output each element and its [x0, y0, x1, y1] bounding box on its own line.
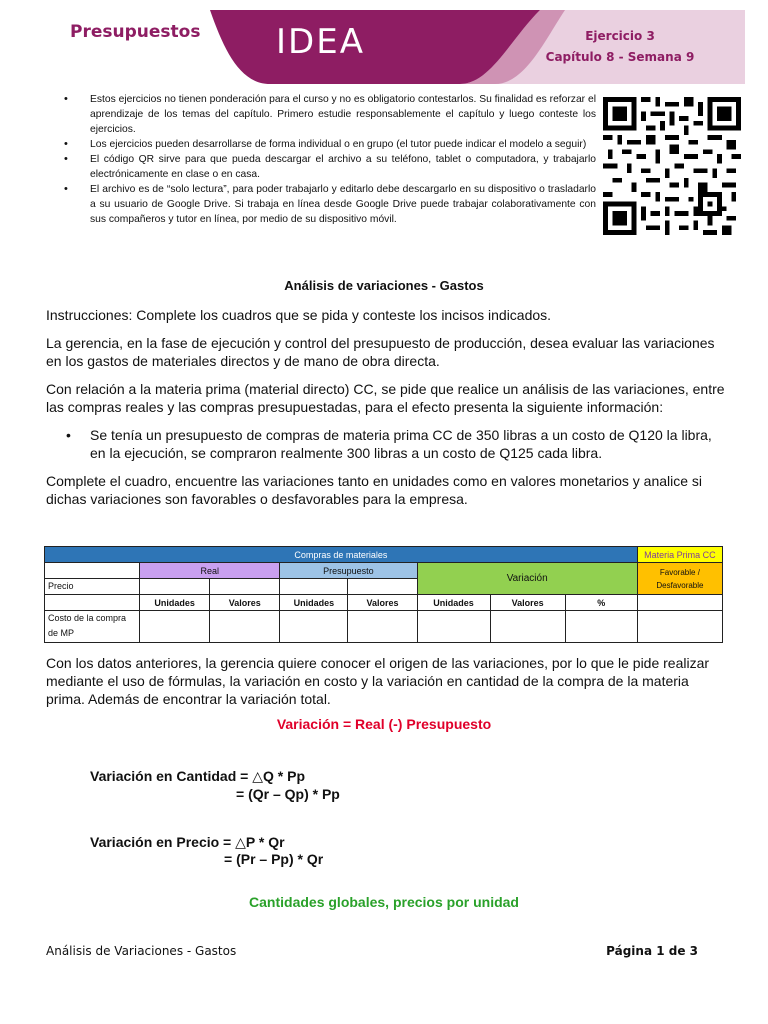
precio-formula-line2: = (Pr – Pp) * Qr [224, 851, 324, 867]
presupuesto-header: Presupuesto [280, 563, 417, 579]
variacion-formula: Variación = Real (-) Presupuesto [276, 716, 492, 732]
footer-document-title: Análisis de Variaciones - Gastos [46, 944, 237, 958]
row-label-costo-compra: Costo de la compra de MP [45, 611, 140, 643]
column-header: Unidades [280, 595, 348, 611]
materia-prima-label: Materia Prima CC [637, 547, 722, 563]
header-title: Presupuestos [70, 22, 201, 42]
column-header: Valores [490, 595, 565, 611]
favorable-header: Favorable / Desfavorable [637, 563, 722, 595]
section-title: Análisis de variaciones - Gastos [284, 278, 484, 293]
bullet-dot: • [66, 427, 71, 443]
purchases-variance-table [44, 546, 723, 643]
footer-page-number: Página 1 de 3 [606, 944, 698, 958]
list-item: • El archivo es de “solo lectura”, para poder trabajarlo y editarlo debe descargarlo en su dispositivo o trasladarlo a su usuario de Google Drive. Si trabaja en línea desde Google Drive puede trabajar colaborativamente con sus compañeros y tutor en línea, por medio de su dispositivo móvil. [64, 182, 596, 227]
table-cell[interactable] [417, 611, 490, 643]
list-item: • Estos ejercicios no tienen ponderación para el curso y no es obligatorio contestarlos. Su finalidad es reforzar el aprendizaje de los temas del capítulo. Primero estudie responsablemente el capítulo y luego conteste los ejercicios. [64, 92, 596, 137]
budget-info-bullet [66, 426, 726, 462]
cantidad-formula-line2: = (Qr – Qp) * Pp [236, 786, 340, 802]
paragraph-materia-prima: Con relación a la materia prima (material directo) CC, se pide que realice un análisis de las variaciones, entre las compras reales y las compras presupuestadas, para el efecto presenta la siguiente información: [46, 381, 725, 415]
paragraph-complete-cuadro: Complete el cuadro, encuentre las variaciones tanto en unidades como en valores monetarios y analice si dichas variaciones son favorables o desfavorables para la empresa. [46, 473, 703, 507]
exercise-number: Ejercicio 3 [585, 29, 655, 43]
column-header: Valores [348, 595, 417, 611]
table-cell[interactable] [210, 579, 280, 595]
column-header: Unidades [417, 595, 490, 611]
paragraph-gerencia: La gerencia, en la fase de ejecución y control del presupuesto de producción, desea evaluar las variaciones en los gastos de materiales directos y de mano de obra directa. [46, 335, 715, 369]
column-header: Valores [210, 595, 280, 611]
qr-code-icon[interactable] [603, 94, 741, 238]
real-header: Real [140, 563, 280, 579]
table-corner-cell [45, 595, 140, 611]
intro-notes-list [64, 92, 596, 227]
table-cell[interactable] [280, 611, 348, 643]
table-corner-cell [45, 563, 140, 579]
table-cell[interactable] [280, 579, 348, 595]
table-cell[interactable] [140, 579, 210, 595]
variacion-header: Variación [417, 563, 637, 595]
table-cell[interactable] [348, 611, 417, 643]
idea-logo: IDEA [276, 22, 365, 62]
budget-info-text: Se tenía un presupuesto de compras de materia prima CC de 350 libras a un costo de Q120 la libra, en la ejecución, se compraron realmente 300 libras a un costo de Q125 cada libra. [90, 427, 712, 461]
column-header: Unidades [140, 595, 210, 611]
table-title: Compras de materiales [45, 547, 638, 563]
precio-label: Precio [45, 579, 140, 595]
table-cell[interactable] [490, 611, 565, 643]
table-cell[interactable] [210, 611, 280, 643]
list-item: • El código QR sirve para que pueda descargar el archivo a su teléfono, tablet o computadora, y trabajarlo electrónicamente en clase o en casa. [64, 152, 596, 182]
chapter-week: Capítulo 8 - Semana 9 [545, 50, 695, 64]
precio-formula-line1: Variación en Precio = △P * Qr [90, 834, 285, 850]
header-exercise-info [520, 26, 720, 68]
global-quantities-note: Cantidades globales, precios por unidad [249, 894, 519, 910]
table-cell[interactable] [348, 579, 417, 595]
cantidad-formula-line1: Variación en Cantidad = △Q * Pp [90, 768, 305, 784]
column-header: % [565, 595, 637, 611]
table-cell[interactable] [637, 611, 722, 643]
list-item: • Los ejercicios pueden desarrollarse de forma individual o en grupo (el tutor puede indicar el modelo a seguir) [64, 137, 596, 152]
instructions-text: Instrucciones: Complete los cuadros que se pida y conteste los incisos indicados. [46, 307, 552, 323]
table-cell[interactable] [140, 611, 210, 643]
table-cell[interactable] [565, 611, 637, 643]
table-cell [637, 595, 722, 611]
paragraph-origen-variaciones: Con los datos anteriores, la gerencia quiere conocer el origen de las variaciones, por lo que le pide realizar mediante el uso de fórmulas, la variación en costo y la variación en cantidad de la compra de la materia prima. Además de encontrar la variación total. [46, 655, 710, 707]
